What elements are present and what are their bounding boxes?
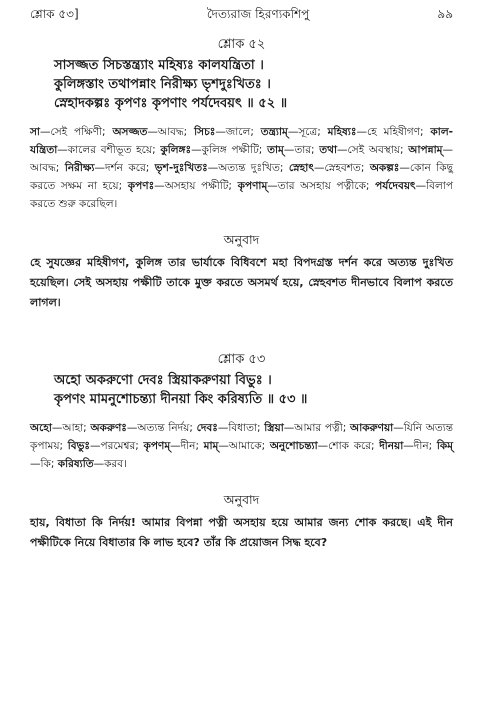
synonym-dash: — <box>337 144 348 156</box>
synonym-term: তাম্ <box>267 144 284 156</box>
synonym-dash: — <box>147 126 158 138</box>
verse-line: স্নেহাদকল্পঃ কৃপণঃ কৃপণাং পর্যদেবয়ৎ ॥ ৫২ ॥ <box>54 96 288 111</box>
synonym-term: কিম্ <box>436 440 453 452</box>
synonym-term: অনুশোচন্ত্যা <box>269 440 318 452</box>
synonym-meaning: সূত্রে; <box>298 126 328 138</box>
synonym-dash: — <box>191 144 202 156</box>
synonym-meaning: কি; <box>40 458 58 470</box>
verse-53-synonyms <box>30 419 453 473</box>
synonym-meaning: আবদ্ধ; <box>30 162 65 174</box>
synonym-term: মাম্ <box>203 440 219 452</box>
synonym-dash: — <box>283 422 295 434</box>
header-chapter-title: দৈত্যরাজ হিরণ্যকশিপু <box>206 7 310 21</box>
synonym-term: দীনয়া <box>379 440 404 452</box>
verse-52-synonyms <box>30 123 453 213</box>
synonym-term: ভৃশ-দুঃখিতঃ <box>154 162 208 174</box>
verse-53-heading: শ্লোক ৫৩ <box>217 352 266 367</box>
synonym-term: পর্যদেবয়ৎ <box>375 180 416 192</box>
synonym-meaning: স্নেহবশত; <box>324 162 370 174</box>
synonym-term: তথা <box>319 144 338 156</box>
synonym-dash: — <box>215 126 226 138</box>
synonym-term: অকল্পঃ <box>369 162 400 174</box>
synonym-term: সিচঃ <box>194 126 216 138</box>
synonym-dash: — <box>57 144 68 156</box>
verse-52-sanskrit <box>54 56 453 113</box>
synonym-dash: — <box>126 422 138 434</box>
synonym-dash: — <box>267 180 278 192</box>
synonym-term: কাল-যন্ত্রিতা <box>30 126 453 156</box>
synonym-dash: — <box>207 162 219 174</box>
synonym-term: মহিষ্যঃ <box>327 126 357 138</box>
synonym-term: তন্ত্র্যাম্ <box>260 126 288 138</box>
synonym-term: স্ত্রিয়া <box>264 422 284 434</box>
synonym-term: আকরুণয়া <box>349 422 394 434</box>
verse-line: সাসজ্জত সিচস্তন্ত্র্যাং মহিষ্যঃ কালযন্ত্রিতা । <box>54 58 264 73</box>
synonym-meaning: আহা; <box>62 422 91 434</box>
synonym-term: দেবঃ <box>196 422 218 434</box>
synonym-meaning: শোক করে; <box>328 440 380 452</box>
running-header <box>30 6 453 24</box>
synonym-dash: — <box>217 422 229 434</box>
synonym-dash: — <box>399 162 410 174</box>
synonym-meaning: আমাকে; <box>228 440 270 452</box>
synonym-term: কৃপণম্ <box>143 440 171 452</box>
synonym-meaning: হে মহিষীগণ; <box>366 126 431 138</box>
synonym-meaning: আমার পত্নী; <box>294 422 350 434</box>
synonym-meaning: দীন; <box>413 440 437 452</box>
synonym-meaning: সেই অবস্থায়; <box>347 144 409 156</box>
synonym-meaning: আবদ্ধ; <box>157 126 195 138</box>
synonym-term: অসজ্জত <box>112 126 148 138</box>
synonym-term: অকরুণঃ <box>90 422 127 434</box>
synonym-dash: — <box>283 144 295 156</box>
synonym-dash: — <box>218 440 229 452</box>
synonym-meaning: দীন; <box>180 440 204 452</box>
synonym-meaning: যিনি অত্যন্ত কৃপাময়; <box>30 422 453 452</box>
verse-52-translation-heading: অনুবাদ <box>223 232 260 247</box>
synonym-term: অহো <box>30 422 52 434</box>
header-verse-ref: শ্লোক ৫৩] <box>30 7 79 21</box>
synonym-dash: — <box>356 126 367 138</box>
synonym-meaning: তার অসহায় পত্নীকে; <box>277 180 376 192</box>
synonym-dash: — <box>317 440 329 452</box>
synonym-dash: — <box>39 126 51 138</box>
synonym-term: আপন্নাম্ <box>408 144 443 156</box>
verse-53-sanskrit <box>54 371 453 409</box>
verse-line: কৃপণং মামনুশোচন্ত্যা দীনয়া কিং করিষ্যতি ॥ ৫৩ ॥ <box>54 392 308 407</box>
synonym-dash: — <box>51 422 63 434</box>
synonym-meaning: পরমেশ্বর; <box>100 440 144 452</box>
synonym-meaning: কালের বশীভূত হয়ে; <box>67 144 161 156</box>
synonym-term: স্নেহাৎ <box>288 162 314 174</box>
synonym-dash: — <box>170 440 181 452</box>
synonym-meaning: অত্যন্ত নির্দয়; <box>137 422 197 434</box>
synonym-dash: — <box>94 162 105 174</box>
synonym-meaning: বিলাপ করতে শুরু করেছিল। <box>30 180 453 210</box>
synonym-dash: — <box>403 440 414 452</box>
synonym-meaning: বিধাতা; <box>228 422 265 434</box>
verse-52-heading: শ্লোক ৫২ <box>217 37 266 52</box>
synonym-dash: — <box>90 440 101 452</box>
synonym-meaning: অসহায় পক্ষীটি; <box>164 180 238 192</box>
synonym-meaning: অত্যন্ত দুঃখিত; <box>218 162 289 174</box>
synonym-term: নিরীক্ষ্য <box>64 162 95 174</box>
synonym-meaning: জালে; <box>225 126 261 138</box>
synonym-meaning: দর্শন করে; <box>104 162 155 174</box>
page-number: ৯৯ <box>437 7 453 21</box>
synonym-meaning: করব। <box>104 458 127 470</box>
synonym-meaning: সেই পক্ষিণী; <box>50 126 113 138</box>
synonym-meaning: কুলিঙ্গ পক্ষীটি; <box>201 144 268 156</box>
synonym-dash: — <box>313 162 325 174</box>
synonym-dash: — <box>415 180 427 192</box>
synonym-dash: — <box>30 458 41 470</box>
synonym-term: কৃপণঃ <box>127 180 155 192</box>
synonym-term: কৃপণাম্ <box>237 180 268 192</box>
verse-line: অহো অকরুণো দেবঃ স্ত্রিয়াকরুণয়া বিভুঃ । <box>54 373 272 388</box>
synonym-dash: — <box>93 458 105 470</box>
synonym-dash: — <box>287 126 299 138</box>
verse-53-translation-heading: অনুবাদ <box>223 492 260 507</box>
verse-line: কুলিঙ্গস্তাং তথাপন্নাং নিরীক্ষ্য ভৃশদুঃখিতঃ । <box>54 77 271 92</box>
synonym-term: বিভুঃ <box>67 440 91 452</box>
synonym-dash: — <box>442 144 453 156</box>
synonym-term: সা <box>30 126 40 138</box>
verse-52-translation: হে সুযজ্ঞের মহিষীগণ, কুলিঙ্গ তার ভার্যাকে বিধিবশে মহা বিপদগ্রস্ত দর্শন করে অত্যন্ত দুঃখিত হয়েছিল। সেই অসহায় পক্ষীটি তাকে মুক্ত করতে অসমর্থ হয়ে, স্নেহবশত দীনভাবে বিলাপ করতে লাগল। <box>30 256 453 309</box>
verse-53-translation: হায়, বিধাতা কি নির্দয়! আমার বিপন্না পত্নী অসহায় হয়ে আমার জন্য শোক করছে। এই দীন পক্ষীটিকে নিয়ে বিধাতার কি লাভ হবে? তাঁর কি প্রয়োজন সিদ্ধ হবে? <box>30 516 453 549</box>
synonym-meaning: তার; <box>294 144 320 156</box>
synonym-dash: — <box>393 422 404 434</box>
synonym-dash: — <box>154 180 165 192</box>
synonym-term: করিষ্যতি <box>57 458 94 470</box>
synonym-meaning: কোন কিছু করতে সক্ষম না হয়ে; <box>30 162 454 192</box>
synonym-term: কুলিঙ্গঃ <box>160 144 192 156</box>
